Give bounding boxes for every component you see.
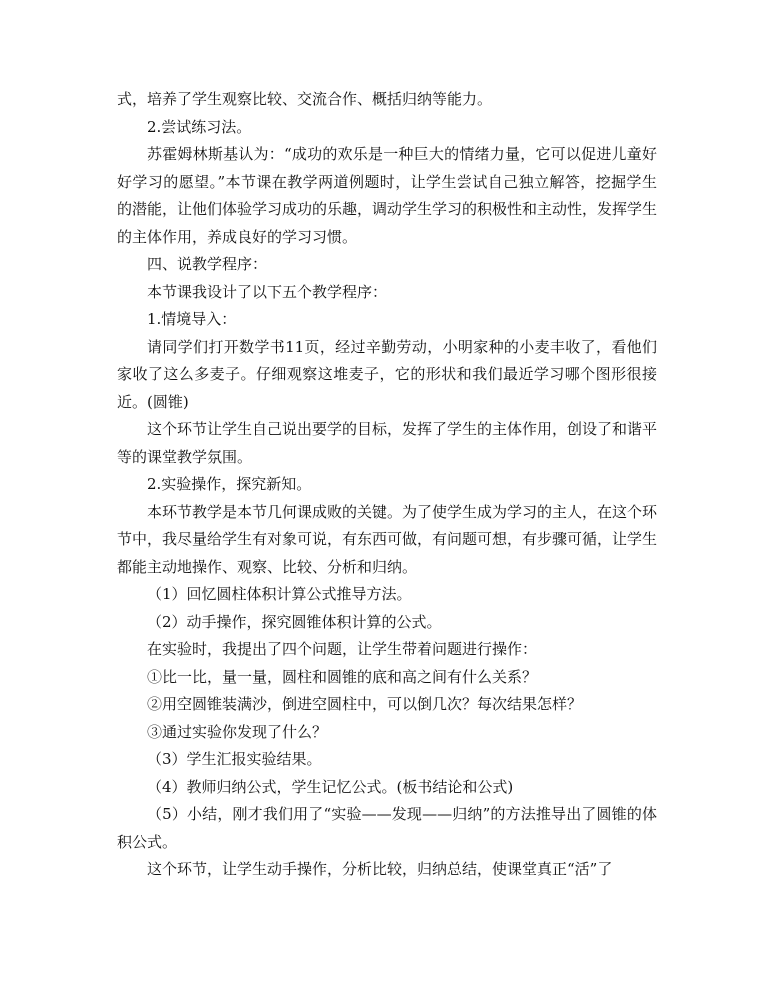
paragraph: 这个环节，让学生动手操作，分析比较，归纳总结，使课堂真正“活”了 xyxy=(147,860,613,878)
paragraph: 本节课我设计了以下五个教学程序： xyxy=(147,282,388,301)
document-body xyxy=(117,86,657,884)
list-item: ②用空圆锥装满沙，倒进空圆柱中，可以倒几次？每次结果怎样？ xyxy=(147,695,583,713)
paragraph: 这个环节让学生自己说出要学的目标，发挥了学生的主体作用，创设了和谐平等的课堂教学氛围。 xyxy=(117,420,658,466)
list-item: （1）回忆圆柱体积计算公式推导方法。 xyxy=(147,585,412,603)
paragraph: 式，培养了学生观察比较、交流合作、概括归纳等能力。 xyxy=(117,90,493,108)
list-item: （2）动手操作，探究圆锥体积计算的公式。 xyxy=(147,612,442,631)
section-heading: 1.情境导入： xyxy=(147,310,237,328)
paragraph: 请同学们打开数学书11页，经过辛勤劳动，小明家种的小麦丰收了，看他们家收了这么多麦子。仔细观察这堆麦子，它的形状和我们最近学习哪个图形很接近。(圆锥) xyxy=(117,337,657,411)
list-item: （3）学生汇报实验结果。 xyxy=(147,750,322,768)
list-item: （4）教师归纳公式，学生记忆公式。(板书结论和公式) xyxy=(147,777,514,796)
list-item: ①比一比，量一量，圆柱和圆锥的底和高之间有什么关系？ xyxy=(147,667,538,686)
list-item: ③通过实验你发现了什么？ xyxy=(147,722,328,741)
paragraph: 本环节教学是本节几何课成败的关键。为了使学生成为学习的主人，在这个环节中，我尽量给学生有对象可说，有东西可做，有问题可想，有步骤可循，让学生都能主动地操作、观察、比较、分析和归纳。 xyxy=(117,502,658,576)
paragraph: 苏霍姆林斯基认为：“成功的欢乐是一种巨大的情绪力量，它可以促进儿童好好学习的愿望。”本节课在教学两道例题时，让学生尝试自己独立解答，挖掘学生的潜能，让他们体验学习成功的乐趣，调动学生学习的积极性和主动性，发挥学生的主体作用，养成良好的学习习惯。 xyxy=(117,145,658,246)
list-item: （5）小结，刚才我们用了“实验——发现——归纳”的方法推导出了圆锥的体积公式。 xyxy=(117,805,657,851)
section-heading: 2.尝试练习法。 xyxy=(147,117,252,136)
section-heading: 2.实验操作，探究新知。 xyxy=(147,475,312,493)
paragraph: 在实验时，我提出了四个问题，让学生带着问题进行操作： xyxy=(147,640,538,658)
section-heading: 四、说教学程序： xyxy=(147,255,268,273)
